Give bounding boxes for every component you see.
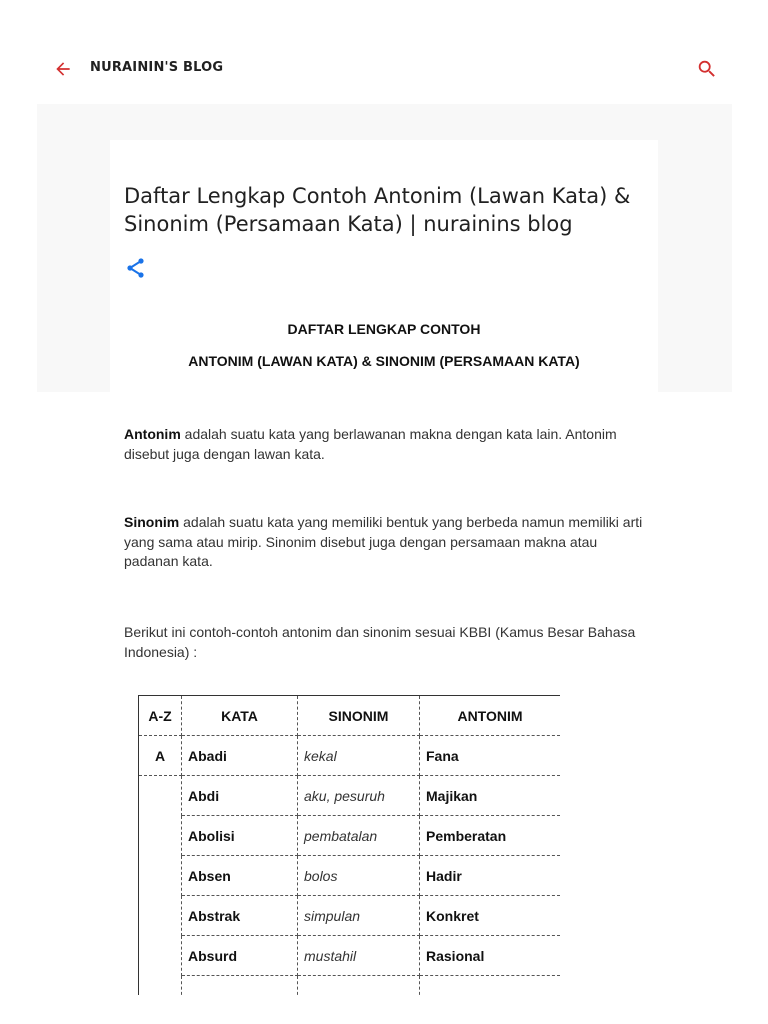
antonim-term: Antonim <box>124 426 181 442</box>
sinonim-cell <box>298 976 420 996</box>
kata-cell: Abstrak <box>182 896 298 936</box>
header-kata: KATA <box>182 696 298 736</box>
intro-paragraph: Berikut ini contoh-contoh antonim dan sinonim sesuai KBBI (Kamus Besar Bahasa Indonesia) : <box>124 624 636 660</box>
kata-cell: Absen <box>182 856 298 896</box>
kata-cell: Abolisi <box>182 816 298 856</box>
antonim-cell: Pemberatan <box>420 816 561 856</box>
letter-cell <box>139 776 182 816</box>
letter-cell <box>139 936 182 976</box>
header-antonim: ANTONIM <box>420 696 561 736</box>
antonim-cell: Hadir <box>420 856 561 896</box>
post-title: Daftar Lengkap Contoh Antonim (Lawan Kata) & Sinonim (Persamaan Kata) | nurainins blog <box>124 184 631 236</box>
sinonim-definition <box>124 513 644 572</box>
table-row <box>139 856 561 896</box>
letter-cell <box>139 816 182 856</box>
table-row <box>139 936 561 976</box>
section-heading-line1: DAFTAR LENGKAP CONTOH <box>287 321 481 337</box>
table-header-row <box>139 696 561 736</box>
antonim-cell: Konkret <box>420 896 561 936</box>
sinonim-cell: kekal <box>298 736 420 776</box>
antonim-cell: Majikan <box>420 776 561 816</box>
sinonim-cell: aku, pesuruh <box>298 776 420 816</box>
back-button[interactable] <box>50 56 76 82</box>
antonim-cell: Fana <box>420 736 561 776</box>
sinonim-term: Sinonim <box>124 514 180 530</box>
letter-cell: A <box>139 736 182 776</box>
sinonim-cell: simpulan <box>298 896 420 936</box>
antonim-cell: Rasional <box>420 936 561 976</box>
table-row <box>139 816 561 856</box>
word-table <box>138 695 560 995</box>
share-button[interactable] <box>124 256 148 280</box>
antonim-definition-text: adalah suatu kata yang berlawanan makna dengan kata lain. Antonim disebut juga dengan lawan kata. <box>124 426 617 462</box>
section-heading-line2: ANTONIM (LAWAN KATA) & SINONIM (PERSAMAAN KATA) <box>188 353 580 369</box>
antonim-cell <box>420 976 561 996</box>
blog-name-link[interactable]: NURAININ'S BLOG <box>90 60 224 75</box>
top-bar <box>0 0 768 104</box>
share-icon <box>124 256 148 280</box>
kata-cell: Abdi <box>182 776 298 816</box>
header-az: A-Z <box>139 696 182 736</box>
word-table-container <box>138 695 560 995</box>
arrow-left-icon <box>53 59 73 79</box>
letter-cell <box>139 856 182 896</box>
table-row <box>139 776 561 816</box>
sinonim-cell: pembatalan <box>298 816 420 856</box>
sinonim-cell: bolos <box>298 856 420 896</box>
antonim-definition <box>124 425 644 464</box>
search-icon <box>696 58 718 80</box>
sinonim-definition-text: adalah suatu kata yang memiliki bentuk yang berbeda namun memiliki arti yang sama atau mirip. Sinonim disebut juga dengan persamaan makna atau padanan kata. <box>124 514 643 569</box>
table-row <box>139 976 561 996</box>
letter-cell <box>139 976 182 996</box>
sinonim-cell: mustahil <box>298 936 420 976</box>
kata-cell <box>182 976 298 996</box>
search-button[interactable] <box>694 56 720 82</box>
table-row <box>139 896 561 936</box>
letter-cell <box>139 896 182 936</box>
table-row <box>139 736 561 776</box>
header-sinonim: SINONIM <box>298 696 420 736</box>
kata-cell: Absurd <box>182 936 298 976</box>
kata-cell: Abadi <box>182 736 298 776</box>
